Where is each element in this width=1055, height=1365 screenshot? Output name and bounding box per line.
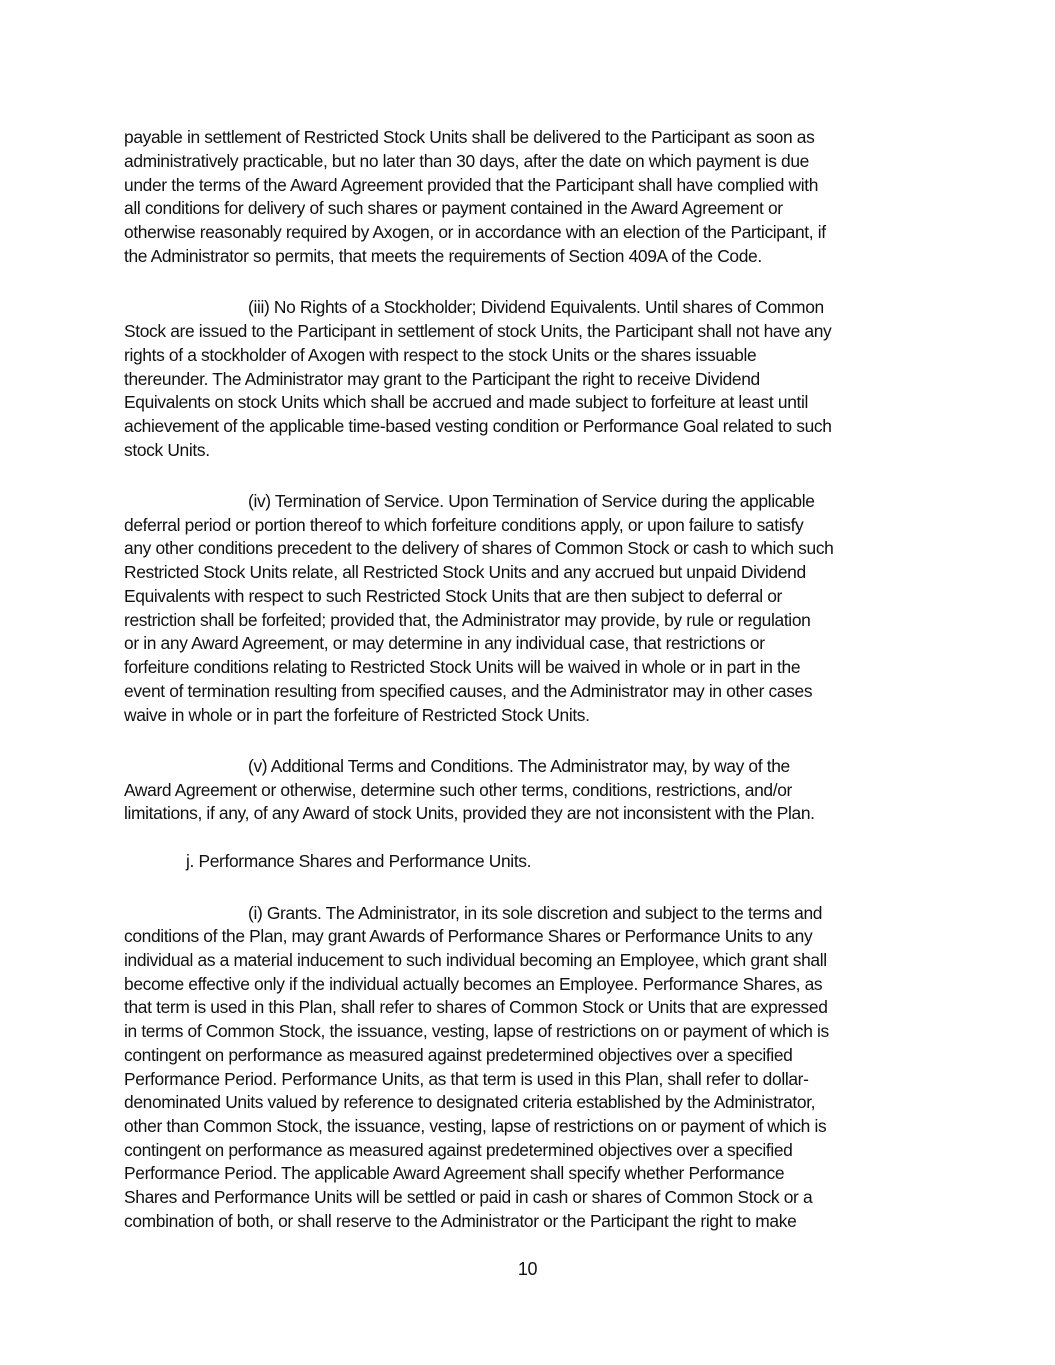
text-line: deferral period or portion thereof to which forfeiture conditions apply, or upon failure to satisfy bbox=[124, 515, 804, 535]
text-line: otherwise reasonably required by Axogen, or in accordance with an election of the Participant, if bbox=[124, 222, 826, 242]
text-line: contingent on performance as measured against predetermined objectives over a specified bbox=[124, 1045, 793, 1065]
text-line: or in any Award Agreement, or may determine in any individual case, that restrictions or bbox=[124, 633, 765, 653]
text-line: Award Agreement or otherwise, determine such other terms, conditions, restrictions, and/or bbox=[124, 780, 792, 800]
text-line: stock Units. bbox=[124, 440, 210, 460]
text-line: event of termination resulting from specified causes, and the Administrator may in other cases bbox=[124, 681, 813, 701]
text-line: achievement of the applicable time-based vesting condition or Performance Goal related to such bbox=[124, 416, 832, 436]
text-line: forfeiture conditions relating to Restricted Stock Units will be waived in whole or in part in the bbox=[124, 657, 801, 677]
text-line: all conditions for delivery of such shares or payment contained in the Award Agreement or bbox=[124, 198, 783, 218]
text-line: become effective only if the individual actually becomes an Employee. Performance Shares, as bbox=[124, 974, 823, 994]
text-line: the Administrator so permits, that meets the requirements of Section 409A of the Code. bbox=[124, 246, 762, 266]
text-line: Restricted Stock Units relate, all Restricted Stock Units and any accrued but unpaid Dividend bbox=[124, 562, 806, 582]
text-line: Performance Period. The applicable Award Agreement shall specify whether Performance bbox=[124, 1163, 785, 1183]
text-line: (i) Grants. The Administrator, in its sole discretion and subject to the terms and bbox=[248, 903, 823, 923]
text-line: restriction shall be forfeited; provided that, the Administrator may provide, by rule or regulation bbox=[124, 610, 811, 630]
text-line: conditions of the Plan, may grant Awards of Performance Shares or Performance Units to any bbox=[124, 926, 813, 946]
text-line: Shares and Performance Units will be settled or paid in cash or shares of Common Stock or a bbox=[124, 1187, 813, 1207]
text-line: limitations, if any, of any Award of stock Units, provided they are not inconsistent with the Plan. bbox=[124, 803, 815, 823]
text-line: Equivalents with respect to such Restricted Stock Units that are then subject to deferral or bbox=[124, 586, 782, 606]
text-line: rights of a stockholder of Axogen with respect to the stock Units or the shares issuable bbox=[124, 345, 757, 365]
text-line: contingent on performance as measured against predetermined objectives over a specified bbox=[124, 1140, 793, 1160]
text-line: other than Common Stock, the issuance, vesting, lapse of restrictions on or payment of which is bbox=[124, 1116, 827, 1136]
text-line: under the terms of the Award Agreement provided that the Participant shall have complied with bbox=[124, 175, 819, 195]
text-line: Performance Period. Performance Units, as that term is used in this Plan, shall refer to dollar- bbox=[124, 1069, 809, 1089]
text-line: combination of both, or shall reserve to the Administrator or the Participant the right to make bbox=[124, 1211, 797, 1231]
text-line: (iv) Termination of Service. Upon Termination of Service during the applicable bbox=[248, 491, 815, 511]
text-line: (v) Additional Terms and Conditions. The Administrator may, by way of the bbox=[248, 756, 790, 776]
text-line: Equivalents on stock Units which shall be accrued and made subject to forfeiture at least until bbox=[124, 392, 809, 412]
text-line: any other conditions precedent to the delivery of shares of Common Stock or cash to which such bbox=[124, 538, 834, 558]
section-heading: j. Performance Shares and Performance Units. bbox=[186, 851, 532, 871]
page-number: 10 bbox=[517, 1259, 538, 1279]
text-line: individual as a material inducement to such individual becoming an Employee, which grant shall bbox=[124, 950, 827, 970]
text-line: in terms of Common Stock, the issuance, vesting, lapse of restrictions on or payment of which is bbox=[124, 1021, 829, 1041]
text-line: administratively practicable, but no later than 30 days, after the date on which payment is due bbox=[124, 151, 810, 171]
text-line: denominated Units valued by reference to designated criteria established by the Administrator, bbox=[124, 1092, 816, 1112]
text-line: waive in whole or in part the forfeiture of Restricted Stock Units. bbox=[124, 705, 590, 725]
text-line: that term is used in this Plan, shall refer to shares of Common Stock or Units that are expressed bbox=[124, 997, 828, 1017]
text-line: (iii) No Rights of a Stockholder; Dividend Equivalents. Until shares of Common bbox=[248, 297, 824, 317]
text-line: thereunder. The Administrator may grant to the Participant the right to receive Dividend bbox=[124, 369, 760, 389]
text-line: payable in settlement of Restricted Stock Units shall be delivered to the Participant as soon as bbox=[124, 127, 815, 147]
text-line: Stock are issued to the Participant in settlement of stock Units, the Participant shall not have any bbox=[124, 321, 832, 341]
